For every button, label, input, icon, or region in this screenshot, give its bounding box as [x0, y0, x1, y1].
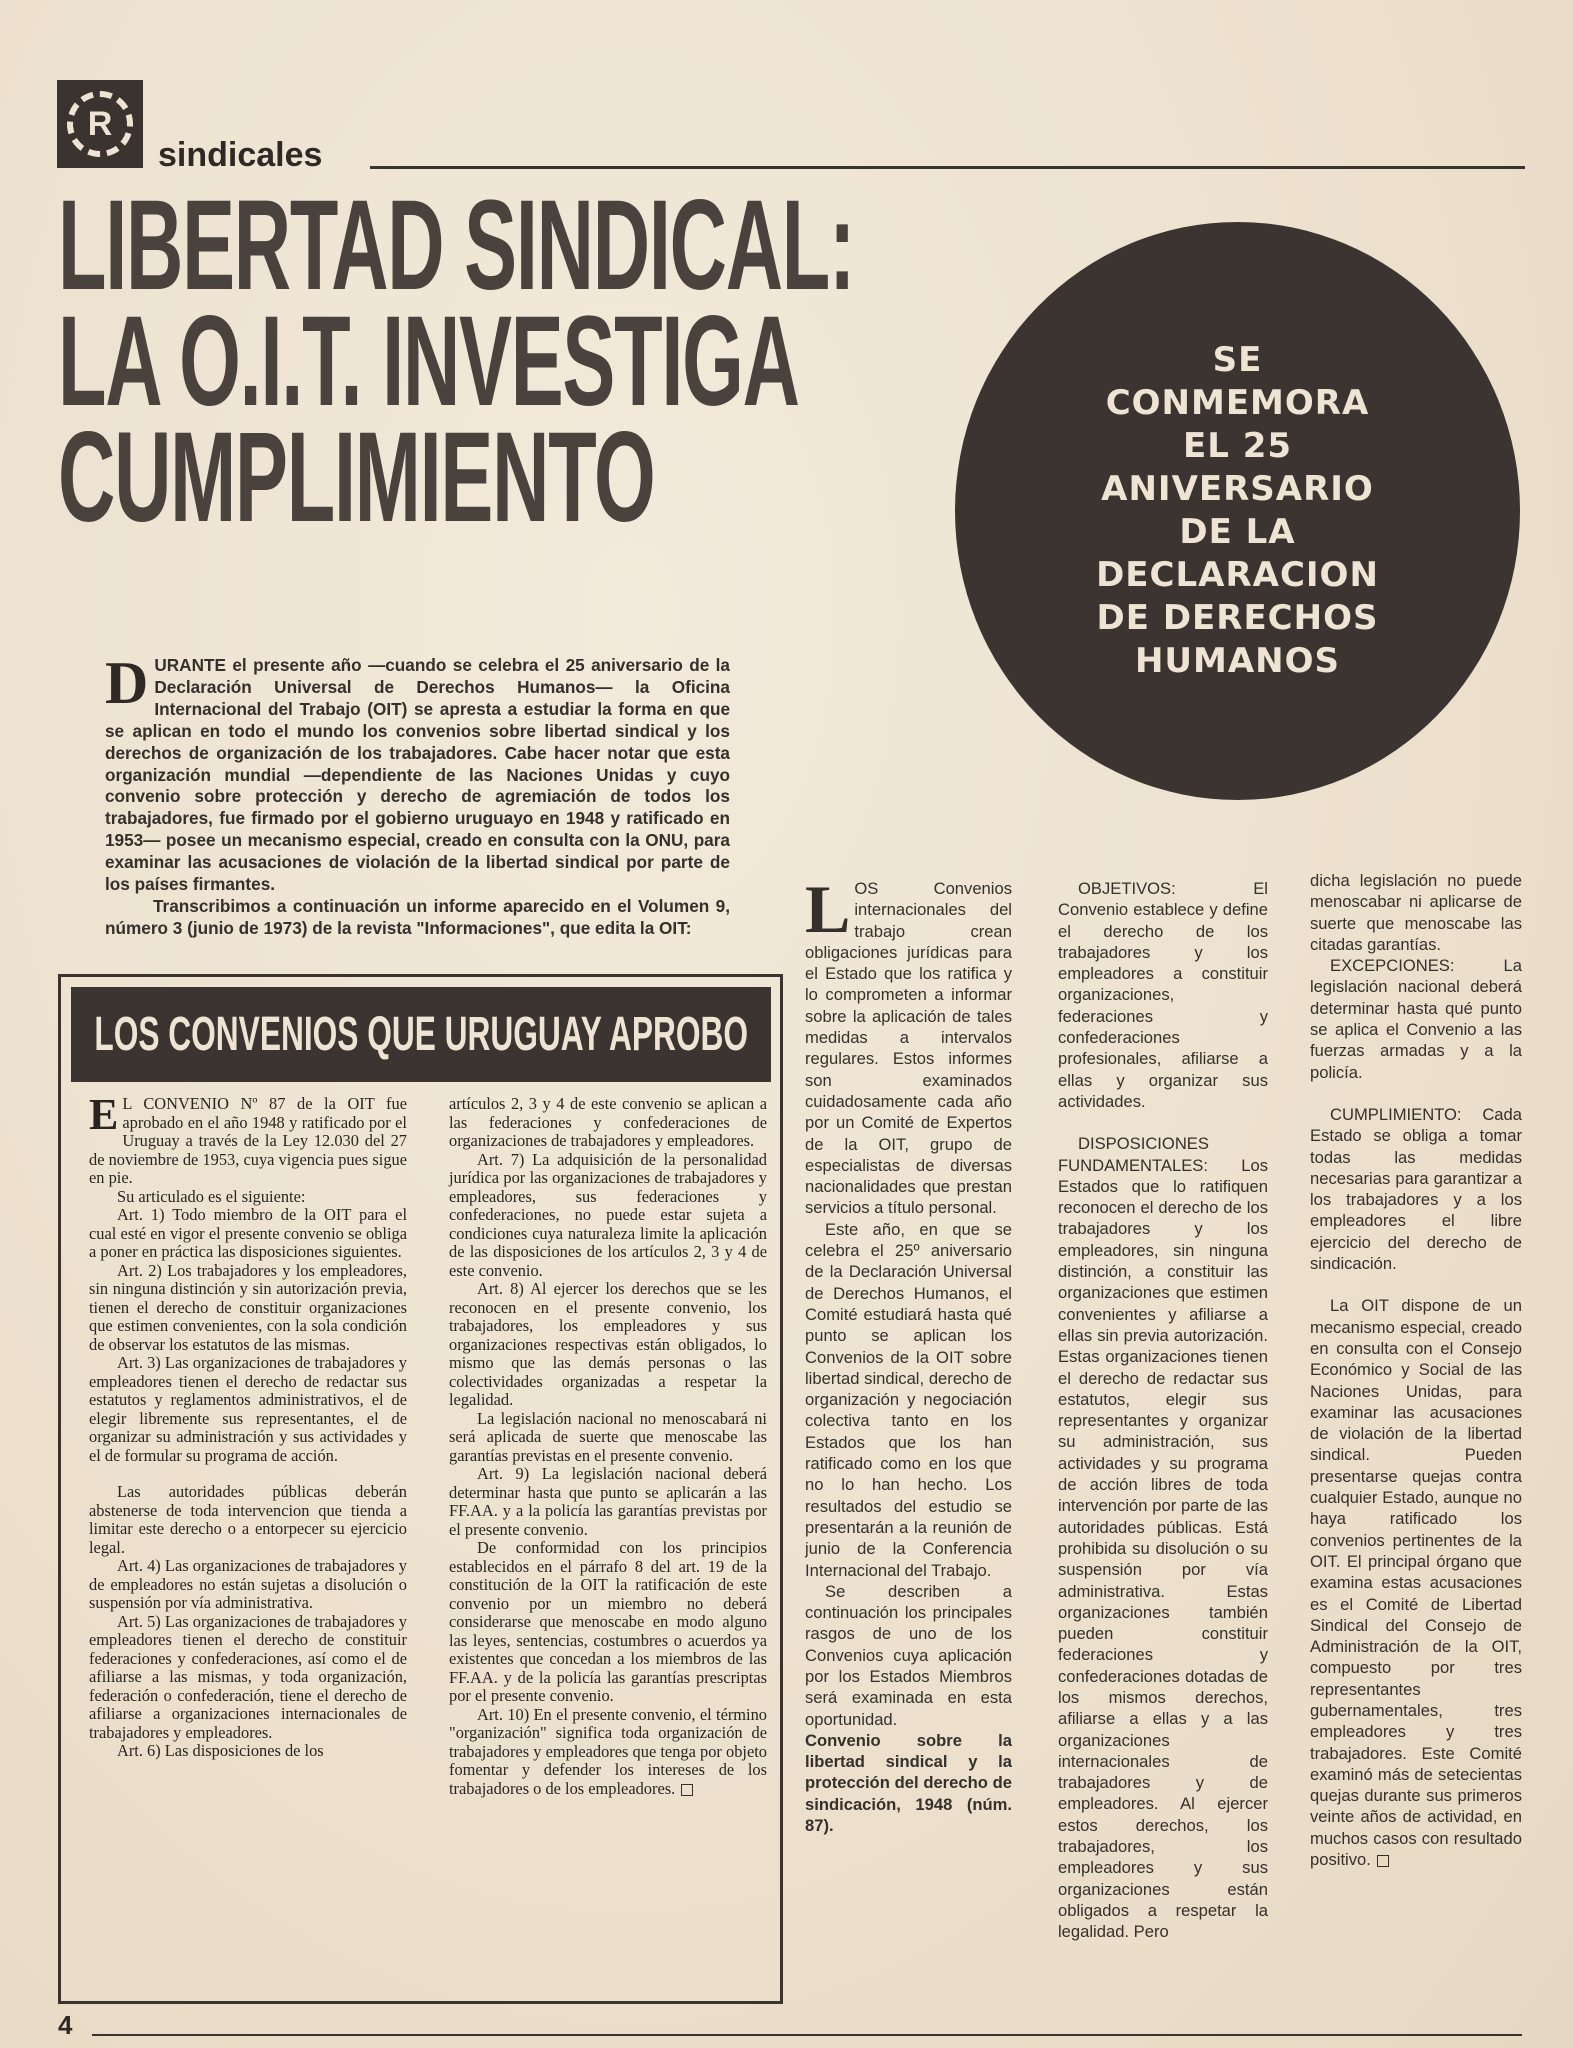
box-p: De conformidad con los principios establecidos en el párrafo 8 del art. 19 de la constitución de la OIT la ratificación de este convenio por un miembro no deberá considerarse que menoscabe en modo alguno las leyes, sentencias, costumbres o acuerdos ya existentes que concedan a los miembros de las FF.AA. y de la policía las garantías prescriptas por el presente convenio.	[449, 1538, 767, 1705]
logo-letter: R	[87, 104, 113, 143]
intro-text	[105, 650, 730, 940]
page-bottom-rule	[92, 2034, 1522, 2036]
dropcap: D	[105, 650, 149, 716]
circle-line: HUMANOS	[1134, 641, 1341, 681]
circle-line: EL 25	[1182, 426, 1293, 466]
circle-line: ANIVERSARIO	[1101, 469, 1374, 509]
headline-line-1: LIBERTAD SINDICAL:	[58, 174, 855, 317]
circle-line: SE	[1212, 340, 1263, 380]
box-p: Art. 3) Las organizaciones de trabajadores y empleadores tienen el derecho de redactar sus estatutos y reglamentos administrativos, el de elegir libremente sus representantes, el de organizar su administración y sus actividades y el de formular su programa de acción.	[89, 1353, 407, 1465]
circle-line: DE DERECHOS	[1096, 598, 1379, 638]
box-p: Art. 5) Las organizaciones de trabajadores y empleadores tienen el derecho de constituir federaciones y confederaciones, así como el de afiliarse a las mismas, y toda organización, federación o confederación, tiene el derecho de afiliarse a organizaciones internacionales de trabajadores y empleadores.	[89, 1611, 407, 1742]
headline-line-2: LA O.I.T. INVESTIGA	[58, 290, 799, 433]
col-p: Se describen a continuación los principales rasgos de uno de los Convenios cuya aplicación por los Estados Miembros será examinada en esta oportunidad.	[805, 1581, 1012, 1729]
col-p-text: La OIT dispone de un mecanismo especial, creado en consulta con el Consejo Económico y Social de las Naciones Unidas, para examinar las acusaciones de violación de la libertad sindical. Pueden presentarse quejas contra cualquier Estado, aunque no haya ratificado los convenios pertinentes de la OIT. El principal órgano que examina estas acusaciones es el Comité de Libertad Sindical del Consejo de Administración de la OIT, compuesto por tres representantes gubernamentales, tres empleadores y tres trabajadores. Este Comité examinó más de setecientas quejas durante sus primeros veinte años de actividad, en muchos casos con resultado positivo.	[1310, 1296, 1522, 1870]
conventions-box	[58, 974, 783, 2004]
intro-p2: Transcribimos a continuación un informe aparecido en el Volumen 9, número 3 (junio de 1973) de la revista "Informaciones", que edita la OIT:	[105, 895, 730, 938]
circle-line: CONMEMORA	[1105, 383, 1370, 423]
intro-p1: URANTE el presente año —cuando se celebra el 25 aniversario de la Declaración Universal de Derechos Humanos— la Oficina Internacional del Trabajo (OIT) se apresta a estudiar la forma en que se aplican en todo el mundo los convenios sobre libertad sindical y los derechos de organización de los trabajadores. Cabe hacer notar que esta organización mundial —dependiente de las Naciones Unidas y cuyo convenio sobre protección y derecho de agremiación de todos los trabajadores, fue firmado por el gobierno uruguayo en 1948 y ratificado en 1953— posee un mecanismo especial, creado en consulta con la ONU, para examinar las acusaciones de violación de la libertad sindical por parte de los países firmantes.	[105, 655, 730, 895]
box-p: Su articulado es el siguiente:	[117, 1186, 306, 1206]
col-p: EXCEPCIONES: La legislación nacional deberá determinar hasta qué punto se aplica el Convenio a las fuerzas armadas y a la policía.	[1310, 956, 1522, 1082]
article-column-3	[1310, 870, 1522, 1870]
col-paragraph	[805, 871, 1012, 1219]
dropcap: E	[89, 1090, 119, 1139]
box-column-2	[449, 1095, 767, 1798]
page-number: 4	[58, 2010, 73, 2040]
box-p: Art. 7) La adquisición de la personalidad jurídica por las organizaciones de trabajadores y empleadores, sus federaciones y confederaciones, no puede estar sujeta a condiciones cuya naturaleza limite la aplicación de las disposiciones de los artículos 2, 3 y 4 de este convenio.	[449, 1149, 767, 1280]
headline-line-3: CUMPLIMIENTO	[58, 406, 655, 549]
box-p: artículos 2, 3 y 4 de este convenio se aplican a las federaciones y confederaciones de organizaciones de trabajadores y empleadores.	[449, 1094, 767, 1150]
col-p: Este año, en que se celebra el 25º aniversario de la Declaración Universal de Derechos Humanos, el Comité estudiará hasta qué punto se aplican los Convenios de la OIT sobre libertad sindical, derecho de organización y negociación colectiva tanto en los Estados que los han ratificado como en los que no lo han hecho. Los resultados del estudio se presentarán a la reunión de junio de la Conferencia Internacional del Trabajo.	[805, 1219, 1012, 1580]
col-p: DISPOSICIONES FUNDAMENTALES: Los Estados que lo ratifiquen reconocen el derecho de los trabajadores y los empleadores, sin ninguna distinción, a constituir las organizaciones que estimen convenientes y afiliarse a ellas sin previa autorización. Estas organizaciones tienen el derecho de redactar sus estatutos, elegir sus representantes y organizar su administración, sus actividades y su programa de acción libres de toda intervención por parte de las autoridades públicas. Está prohibida su disolución o su suspensión por vía administrativa. Estas organizaciones también pueden constituir federaciones y confederaciones dotadas de los mismos derechos, afiliarse a ellas y a las organizaciones internacionales de trabajadores y de empleadores. Al ejercer estos derechos, los trabajadores, los empleadores y sus organizaciones están obligados a respetar la legalidad. Pero	[1058, 1134, 1268, 1942]
box-p	[449, 1706, 767, 1799]
col-p: OBJETIVOS: El Convenio establece y define el derecho de los trabajadores y los empleadores a constituir organizaciones, federaciones y confederaciones profesionales, afiliarse a ellas y organizar sus actividades.	[1058, 879, 1268, 1111]
box-title-bar	[71, 987, 771, 1082]
box-p: Art. 9) La legislación nacional deberá determinar hasta que punto se aplicarán a las FF.AA. y a la policía las garantías previstas por el presente convenio.	[449, 1464, 767, 1539]
article-column-2	[1058, 878, 1268, 1943]
section-rule	[370, 166, 1525, 169]
convention-subheading: Convenio sobre la libertad sindical y la protección del derecho de sindicación, 1948 (núm. 87).	[805, 1730, 1012, 1836]
box-title: LOS CONVENIOS QUE URUGUAY APROBO	[94, 1008, 748, 1061]
box-p: Las autoridades públicas deberán abstenerse de toda intervencion que tienda a limitar este derecho o a entorpecer su ejercicio legal.	[89, 1482, 407, 1557]
headline	[58, 174, 855, 549]
gear-icon	[67, 91, 133, 157]
col-p: CUMPLIMIENTO: Cada Estado se obliga a tomar todas las medidas necesarias para garantizar a los trabajadores y a los empleadores el libre ejercicio del derecho de sindicación.	[1310, 1104, 1522, 1274]
col-p: OS Convenios internacionales del trabajo crean obligaciones jurídicas para el Estado que los ratifica y lo comprometen a informar sobre la aplicación de tales medidas a intervalos regulares. Estos informes son examinados cuidadosamente cada año por un Comité de Expertos de la OIT, grupo de especialistas de diversas nacionalidades que prestan servicios a título personal.	[805, 879, 1012, 1218]
box-p: Art. 8) Al ejercer los derechos que se les reconocen en el presente convenio, los trabajadores, los empleadores y sus organizaciones respectivas están obligados, lo mismo que las demás personas o las colectividades organizadas a respetar la legalidad.	[449, 1279, 767, 1409]
end-mark-icon	[1377, 1855, 1389, 1867]
dropcap: L	[805, 871, 851, 947]
box-p: Art. 4) Las organizaciones de trabajadores y de empleadores no están sujetas a disolución o suspensión por vía administrativa.	[89, 1556, 407, 1612]
box-p: Art. 6) Las disposiciones de los	[117, 1741, 324, 1760]
box-paragraph	[89, 1090, 407, 1188]
box-p: L CONVENIO Nº 87 de la OIT fue aprobado en el año 1948 y ratificado por el Uruguay a través de la Ley 12.030 del 27 de noviembre de 1953, cuya vigencia pues sigue en pie.	[89, 1094, 407, 1187]
circle-line: DECLARACION	[1096, 555, 1379, 595]
end-mark-icon	[681, 1784, 693, 1796]
circle-line: DE LA	[1179, 512, 1296, 552]
box-p: Art. 2) Los trabajadores y los empleadores, sin ninguna distinción y sin autorización previa, tienen el derecho de constituir organizaciones que estimen convenientes, con la sola condición de observar los estatutos de las mismas.	[89, 1260, 407, 1354]
box-column-1	[89, 1090, 407, 1761]
intro-paragraph	[105, 650, 730, 896]
article-column-1	[805, 871, 1012, 1836]
box-p: Art. 1) Todo miembro de la OIT para el cual esté en vigor el presente convenio se obliga a poner en práctica las disposiciones siguientes.	[89, 1205, 407, 1261]
col-p	[1310, 1295, 1522, 1870]
circle-text	[1096, 339, 1379, 683]
col-p: dicha legislación no puede menoscabar ni aplicarse de suerte que menoscabe las citadas garantías.	[1310, 871, 1522, 954]
section-label: sindicales	[158, 136, 323, 174]
box-p-text: Art. 10) En el presente convenio, el término "organización" significa toda organización de trabajadores y empleadores que tenga por objeto fomentar y defender los intereses de los trabajadores o de los empleadores.	[449, 1704, 767, 1798]
section-logo	[57, 80, 143, 168]
box-p: La legislación nacional no menoscabará ni será aplicada de suerte que menoscabe las garantías previstas en el presente convenio.	[449, 1408, 767, 1465]
anniversary-circle	[955, 222, 1520, 800]
